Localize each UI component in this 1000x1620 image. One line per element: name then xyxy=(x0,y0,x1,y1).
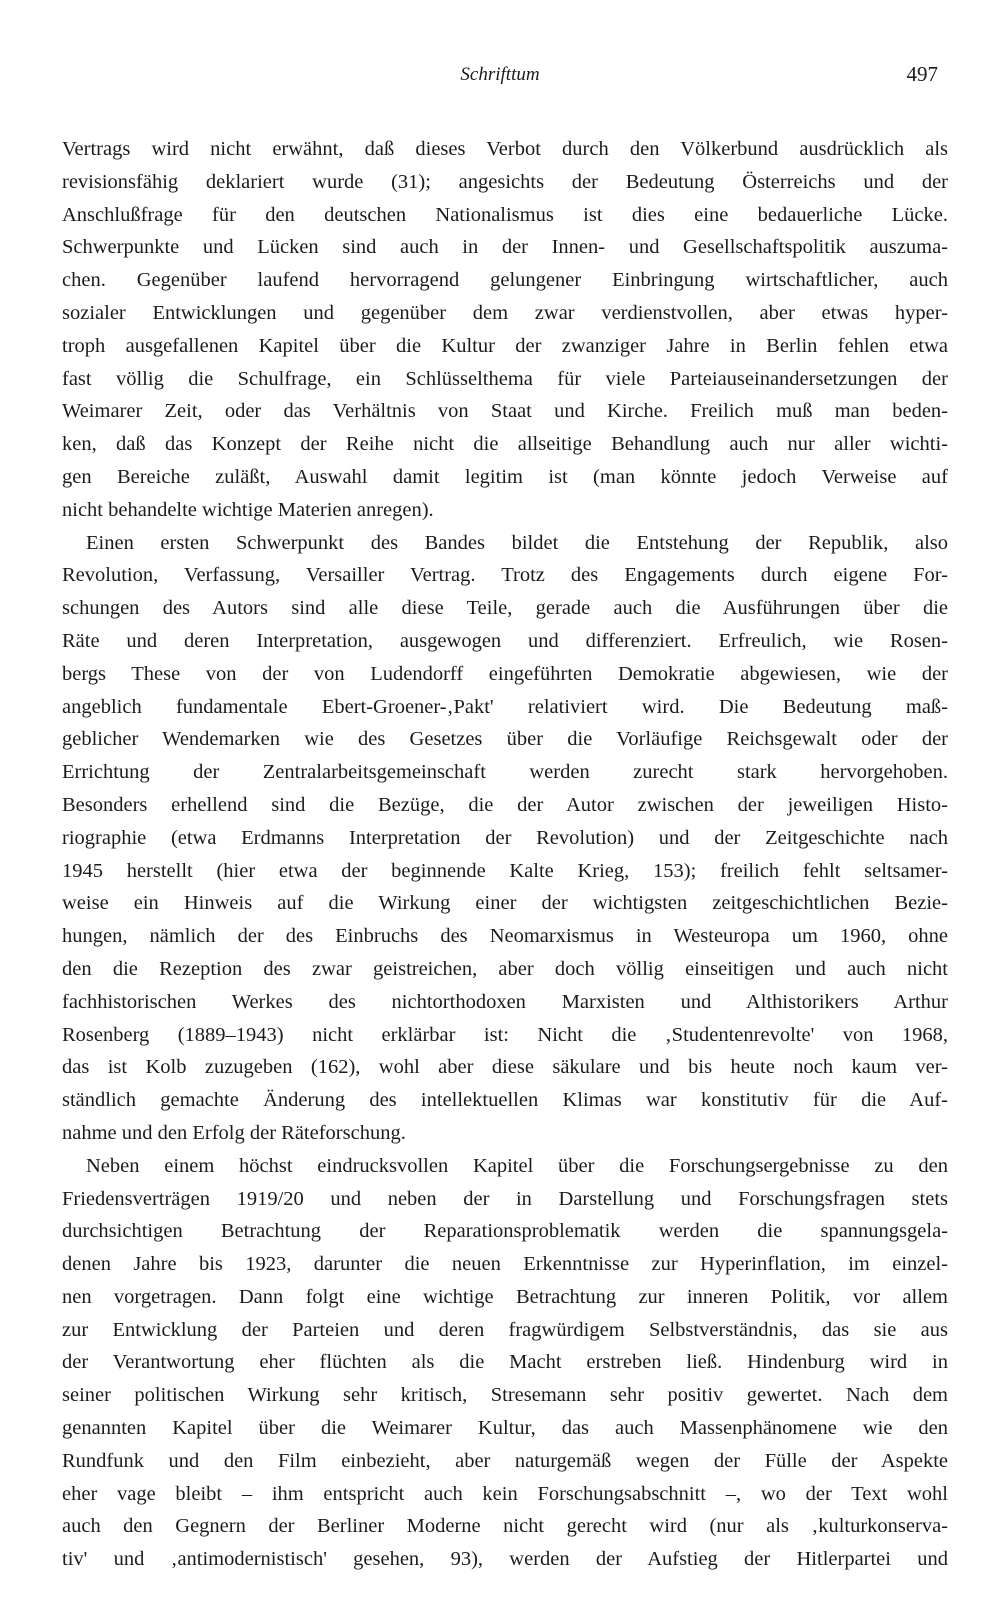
text-line: schungen des Autors sind alle diese Teile, gerade auch die Ausführungen über die xyxy=(62,597,948,620)
text-line: sozialer Entwicklungen und gegenüber dem zwar verdienstvollen, aber etwas hyper- xyxy=(62,301,948,324)
text-line: nicht behandelte wichtige Materien anregen). xyxy=(62,498,434,521)
text-line: das ist Kolb zuzugeben (162), wohl aber diese säkulare und bis heute noch kaum ver- xyxy=(62,1056,948,1079)
paragraph-3 xyxy=(62,1150,948,1576)
text-line: denen Jahre bis 1923, darunter die neuen Erkenntnisse zur Hyperinflation, im einzel- xyxy=(62,1253,948,1276)
text-line: tiv' und ‚antimodernistisch' gesehen, 93), werden der Aufstieg der Hitlerpartei und xyxy=(62,1548,948,1571)
text-line: bergs These von der von Ludendorff eingeführten Demokratie abgewiesen, wie der xyxy=(62,662,948,685)
text-line: zur Entwicklung der Parteien und deren fragwürdigem Selbstverständnis, das sie aus xyxy=(62,1318,948,1341)
text-line: ständlich gemachte Änderung des intellektuellen Klimas war konstitutiv für die Auf- xyxy=(62,1089,948,1112)
text-line: Rosenberg (1889–1943) nicht erklärbar ist: Nicht die ‚Studentenrevolte' von 1968, xyxy=(62,1023,948,1046)
text-line: angeblich fundamentale Ebert-Groener-‚Pakt' relativiert wird. Die Bedeutung maß- xyxy=(62,695,948,718)
text-line: den die Rezeption des zwar geistreichen, aber doch völlig einseitigen und auch nicht xyxy=(62,957,948,980)
text-line: eher vage bleibt – ihm entspricht auch kein Forschungsabschnitt –, wo der Text wohl xyxy=(62,1482,948,1505)
text-line: geblicher Wendemarken wie des Gesetzes über die Vorläufige Reichsgewalt oder der xyxy=(62,728,948,751)
text-line: genannten Kapitel über die Weimarer Kultur, das auch Massenphänomene wie den xyxy=(62,1417,948,1440)
body-text xyxy=(62,133,948,1576)
running-head xyxy=(0,62,1000,92)
text-line: Vertrags wird nicht erwähnt, daß dieses Verbot durch den Völkerbund ausdrücklich als xyxy=(62,138,948,160)
text-line: chen. Gegenüber laufend hervorragend gelungener Einbringung wirtschaftlicher, auch xyxy=(62,269,948,292)
text-line: nen vorgetragen. Dann folgt eine wichtige Betrachtung zur inneren Politik, vor allem xyxy=(62,1285,948,1308)
text-line: Weimarer Zeit, oder das Verhältnis von Staat und Kirche. Freilich muß man beden- xyxy=(62,400,948,423)
text-line: revisionsfähig deklariert wurde (31); angesichts der Bedeutung Österreichs und der xyxy=(62,170,948,193)
text-line: Revolution, Verfassung, Versailler Vertrag. Trotz des Engagements durch eigene For- xyxy=(62,564,948,587)
page-number: 497 xyxy=(906,62,938,86)
text-line: troph ausgefallenen Kapitel über die Kultur der zwanziger Jahre in Berlin fehlen etwa xyxy=(62,334,948,357)
text-line: durchsichtigen Betrachtung der Reparationsproblematik werden die spannungsgela- xyxy=(62,1220,948,1243)
text-line: ken, daß das Konzept der Reihe nicht die allseitige Behandlung auch nur aller wichti- xyxy=(62,433,948,456)
paragraph-1 xyxy=(62,133,948,527)
text-line: gen Bereiche zuläßt, Auswahl damit legitim ist (man könnte jedoch Verweise auf xyxy=(62,465,948,488)
text-line: auch den Gegnern der Berliner Moderne nicht gerecht wird (nur als ‚kulturkonserva- xyxy=(62,1515,948,1538)
text-line: Anschlußfrage für den deutschen Nationalismus ist dies eine bedauerliche Lücke. xyxy=(62,203,948,226)
paragraph-2 xyxy=(62,527,948,1150)
text-line: der Verantwortung eher flüchten als die Macht erstreben ließ. Hindenburg wird in xyxy=(62,1351,948,1374)
text-line: Neben einem höchst eindrucksvollen Kapitel über die Forschungsergebnisse zu den xyxy=(86,1154,948,1177)
text-line: nahme und den Erfolg der Räteforschung. xyxy=(62,1121,406,1144)
text-line: Rundfunk und den Film einbezieht, aber naturgemäß wegen der Fülle der Aspekte xyxy=(62,1449,948,1472)
text-line: seiner politischen Wirkung sehr kritisch, Stresemann sehr positiv gewertet. Nach dem xyxy=(62,1384,948,1407)
text-line: fachhistorischen Werkes des nichtorthodoxen Marxisten und Althistorikers Arthur xyxy=(62,990,948,1013)
text-line: Errichtung der Zentralarbeitsgemeinschaft werden zurecht stark hervorgehoben. xyxy=(62,761,948,784)
text-line: Räte und deren Interpretation, ausgewogen und differenziert. Erfreulich, wie Rosen- xyxy=(62,629,948,652)
text-line: hungen, nämlich der des Einbruchs des Neomarxismus in Westeuropa um 1960, ohne xyxy=(62,925,948,948)
text-line: Schwerpunkte und Lücken sind auch in der Innen- und Gesellschaftspolitik auszuma- xyxy=(62,236,948,259)
text-line: Besonders erhellend sind die Bezüge, die der Autor zwischen der jeweiligen Histo- xyxy=(62,793,948,816)
running-head-title: Schrifttum xyxy=(460,64,540,85)
text-line: weise ein Hinweis auf die Wirkung einer der wichtigsten zeitgeschichtlichen Bezie- xyxy=(62,892,948,915)
text-line: Einen ersten Schwerpunkt des Bandes bildet die Entstehung der Republik, also xyxy=(86,531,948,554)
text-line: fast völlig die Schulfrage, ein Schlüsselthema für viele Parteiauseinandersetzungen der xyxy=(62,367,948,390)
text-line: 1945 herstellt (hier etwa der beginnende Kalte Krieg, 153); freilich fehlt seltsamer- xyxy=(62,859,948,882)
text-line: Friedensverträgen 1919/20 und neben der in Darstellung und Forschungsfragen stets xyxy=(62,1187,948,1210)
text-line: riographie (etwa Erdmanns Interpretation der Revolution) und der Zeitgeschichte nach xyxy=(62,826,948,849)
